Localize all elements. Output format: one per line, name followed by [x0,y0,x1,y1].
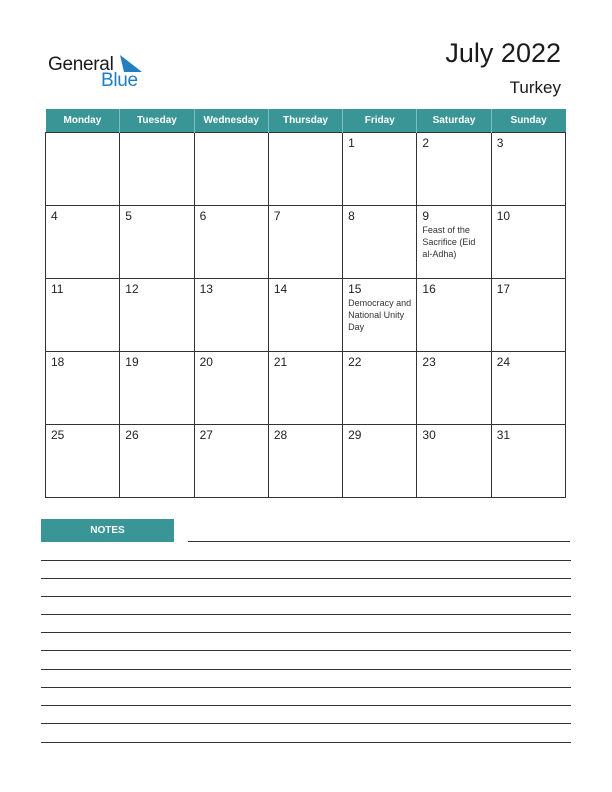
day-cell [491,205,565,278]
notes-line [188,541,570,542]
day-cell [46,424,120,497]
holiday-label: Feast of the Sacrifice (Eid al-Adha) [422,224,476,259]
day-cell [194,132,268,205]
day-number: 7 [273,208,281,223]
day-number: 11 [51,281,64,296]
notes-line [41,614,571,615]
day-number: 18 [51,354,65,369]
day-cell [343,278,417,351]
week-row [46,351,566,424]
day-number: 22 [348,354,362,369]
weekday-header: Saturday [417,109,491,132]
week-row [46,424,566,497]
day-number: 23 [422,354,436,369]
day-cell [343,424,417,497]
day-cell [120,424,194,497]
day-cell [268,424,342,497]
day-number: 28 [273,427,288,442]
day-number: 12 [125,281,139,296]
weekday-header: Friday [343,109,417,132]
day-cell [268,205,342,278]
day-number: 8 [348,208,355,223]
day-number: 17 [496,281,511,296]
day-number: 31 [496,427,511,442]
weekday-header: Sunday [491,109,565,132]
notes-line [41,560,571,561]
notes-label: NOTES [41,519,174,542]
page-title: July 2022 [445,38,561,68]
day-cell [417,205,491,278]
day-cell [491,351,565,424]
day-cell [194,205,268,278]
day-number: 25 [51,427,65,442]
notes-line [41,687,571,688]
day-cell [120,351,194,424]
notes-line [41,742,571,743]
calendar-grid [45,109,566,498]
day-number: 2 [422,135,430,150]
notes-line [41,723,571,724]
day-number: 3 [496,135,504,150]
notes-line [41,632,571,633]
day-number: 30 [422,427,436,442]
day-cell [268,132,342,205]
day-number: 16 [422,281,436,296]
day-cell [491,424,565,497]
day-cell [120,205,194,278]
brand-word-blue: Blue [101,70,138,91]
day-number: 10 [496,208,511,223]
day-number: 9 [422,208,430,223]
country-label: Turkey [509,78,561,97]
day-cell [343,205,417,278]
day-number: 24 [496,354,511,369]
notes-line [41,650,571,651]
day-number: 6 [199,208,207,223]
weekday-header: Wednesday [194,109,268,132]
day-cell [46,205,120,278]
day-cell [417,351,491,424]
day-cell [194,351,268,424]
day-number: 29 [348,427,362,442]
brand-word-general: General [48,54,114,75]
notes-line [41,669,571,670]
week-row [46,205,566,278]
day-cell [268,351,342,424]
week-row [46,132,566,205]
day-number: 13 [199,281,213,296]
notes-line [41,596,571,597]
day-cell [120,278,194,351]
day-number: 26 [125,427,139,442]
week-row [46,278,566,351]
day-cell [46,278,120,351]
day-number: 15 [348,281,362,296]
holiday-label: Democracy and National Unity Day [348,297,412,332]
day-cell [417,278,491,351]
weekday-header-row [46,109,566,132]
day-number: 14 [273,281,288,296]
day-cell [120,132,194,205]
day-cell [194,278,268,351]
day-cell [343,351,417,424]
brand-logo [48,52,148,92]
day-cell [343,132,417,205]
day-cell [46,132,120,205]
day-cell [194,424,268,497]
day-cell [491,278,565,351]
day-cell [268,278,342,351]
day-number: 19 [125,354,139,369]
day-number: 20 [199,354,213,369]
day-cell [417,424,491,497]
notes-line [41,705,571,706]
weekday-header: Monday [46,109,120,132]
day-number: 21 [273,354,288,369]
day-cell [491,132,565,205]
day-number: 4 [51,208,58,223]
weekday-header: Tuesday [120,109,194,132]
day-cell [417,132,491,205]
day-number: 27 [199,427,213,442]
weekday-header: Thursday [268,109,342,132]
day-number: 1 [348,135,355,150]
notes-line [41,578,571,579]
day-number: 5 [125,208,132,223]
day-cell [46,351,120,424]
